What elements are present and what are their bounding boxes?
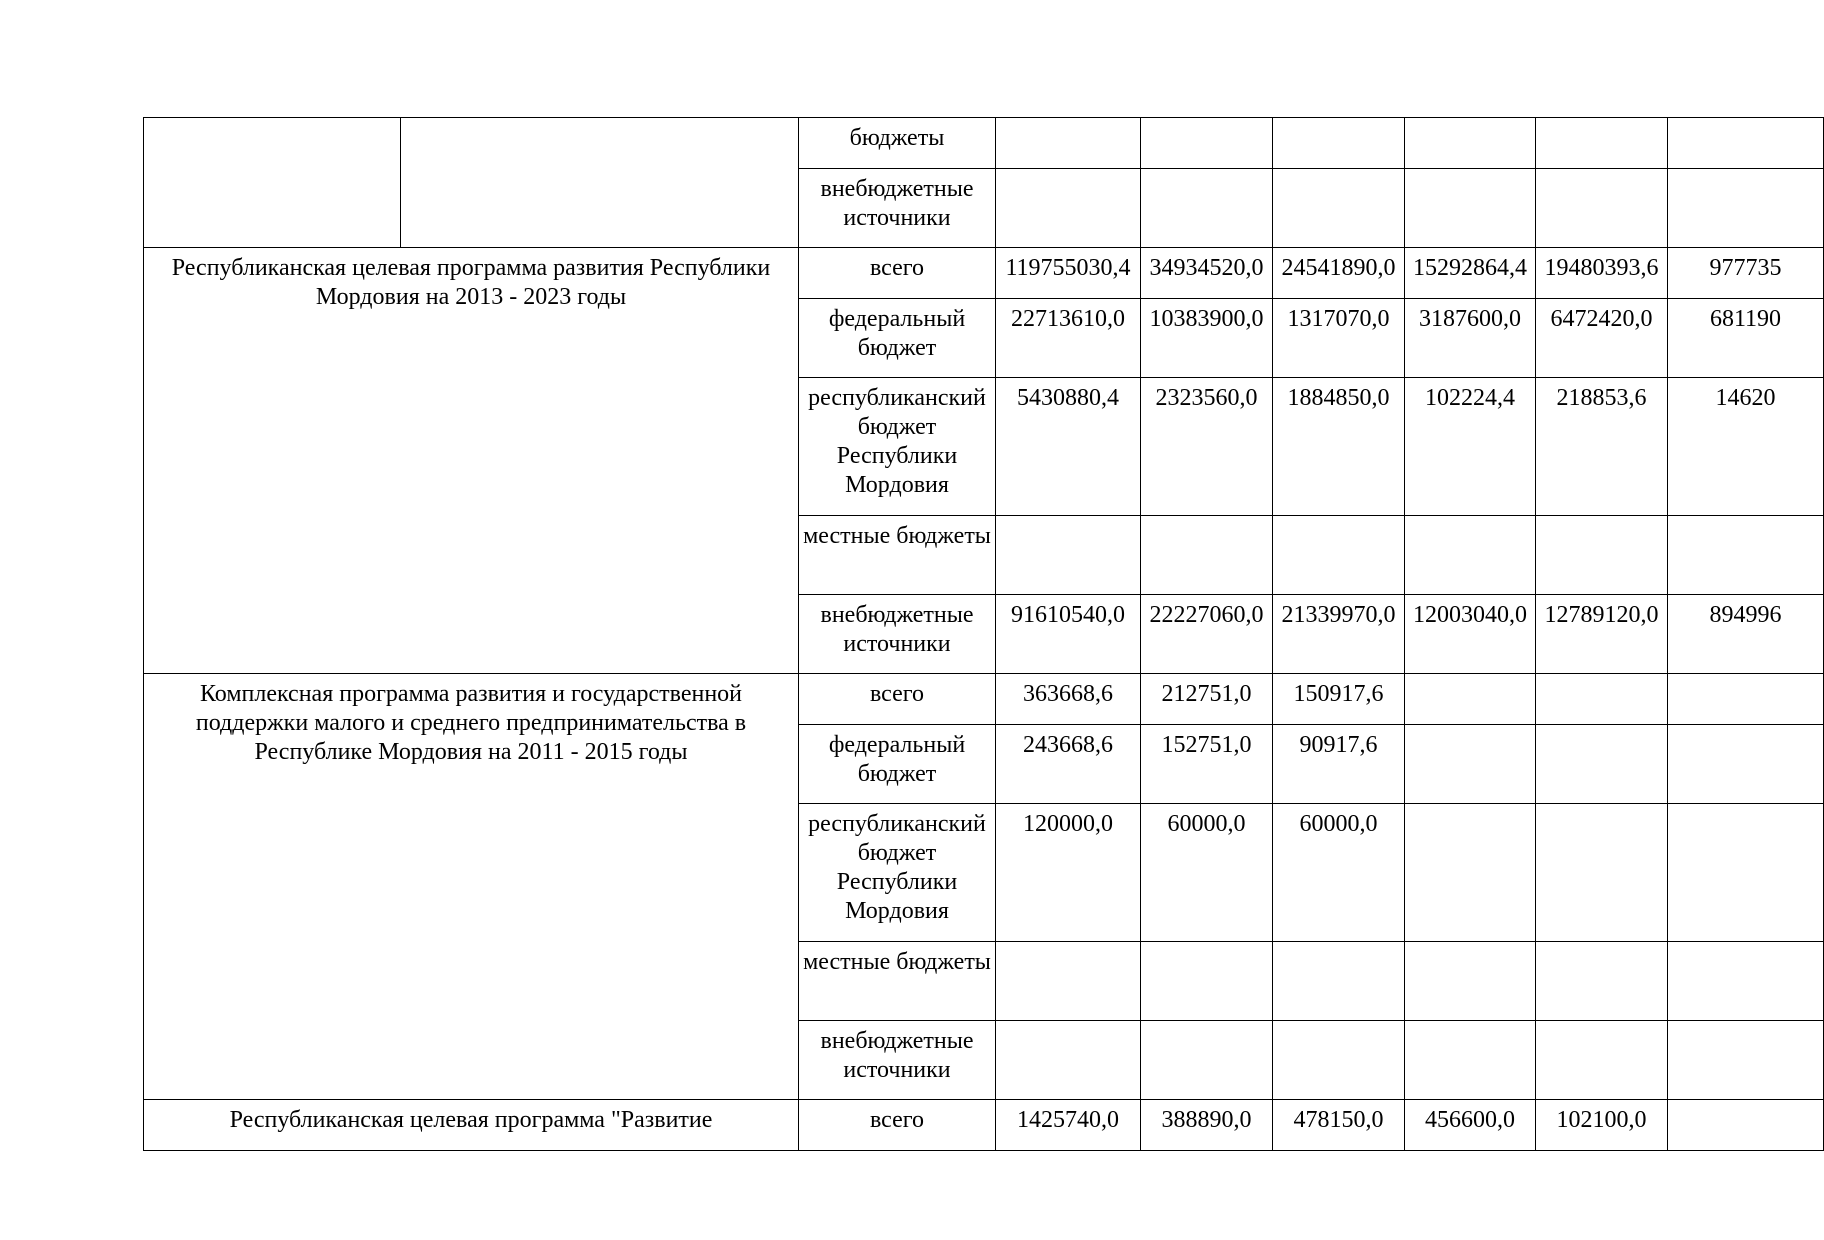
source-cell: всего: [799, 248, 996, 299]
value-cell: [1536, 725, 1668, 804]
value-cell: [1141, 942, 1273, 1021]
value-cell: [1405, 1021, 1536, 1100]
source-cell: внебюджетные источники: [799, 1021, 996, 1100]
value-cell: 22713610,0: [996, 299, 1141, 378]
value-cell: 894996: [1668, 595, 1824, 674]
value-cell: [1273, 1021, 1405, 1100]
value-cell: [1405, 725, 1536, 804]
value-cell: [1536, 804, 1668, 942]
value-cell: [1405, 674, 1536, 725]
program-name-cell: [401, 118, 799, 248]
value-cell: [1668, 674, 1824, 725]
value-cell: [996, 118, 1141, 169]
value-cell: 24541890,0: [1273, 248, 1405, 299]
source-cell: всего: [799, 1100, 996, 1151]
value-cell: 12789120,0: [1536, 595, 1668, 674]
value-cell: [1668, 942, 1824, 1021]
value-cell: [1536, 516, 1668, 595]
value-cell: 478150,0: [1273, 1100, 1405, 1151]
program-title-cell: Республиканская целевая программа развития Республики Мордовия на 2013 - 2023 годы: [144, 248, 799, 674]
value-cell: 120000,0: [996, 804, 1141, 942]
value-cell: 1884850,0: [1273, 378, 1405, 516]
value-cell: [1141, 516, 1273, 595]
value-cell: 388890,0: [1141, 1100, 1273, 1151]
value-cell: [1405, 942, 1536, 1021]
value-cell: 10383900,0: [1141, 299, 1273, 378]
value-cell: [1273, 516, 1405, 595]
value-cell: [1668, 169, 1824, 248]
value-cell: [1273, 942, 1405, 1021]
value-cell: 90917,6: [1273, 725, 1405, 804]
value-cell: [1141, 118, 1273, 169]
source-cell: всего: [799, 674, 996, 725]
value-cell: [1405, 804, 1536, 942]
value-cell: 6472420,0: [1536, 299, 1668, 378]
value-cell: [1668, 1100, 1824, 1151]
value-cell: 102100,0: [1536, 1100, 1668, 1151]
value-cell: [1141, 169, 1273, 248]
value-cell: 12003040,0: [1405, 595, 1536, 674]
source-cell: бюджеты: [799, 118, 996, 169]
value-cell: 21339970,0: [1273, 595, 1405, 674]
value-cell: [1668, 725, 1824, 804]
value-cell: 152751,0: [1141, 725, 1273, 804]
table-row: [144, 118, 1824, 169]
source-cell: внебюджетные источники: [799, 169, 996, 248]
value-cell: [996, 516, 1141, 595]
value-cell: [1536, 169, 1668, 248]
value-cell: 91610540,0: [996, 595, 1141, 674]
value-cell: 119755030,4: [996, 248, 1141, 299]
value-cell: 34934520,0: [1141, 248, 1273, 299]
table-row: [144, 674, 1824, 725]
program-title-cell: Комплексная программа развития и государственной поддержки малого и среднего предпринимательства в Республике Мордовия на 2011 - 2015 годы: [144, 674, 799, 1100]
source-cell: федеральный бюджет: [799, 725, 996, 804]
value-cell: 60000,0: [1273, 804, 1405, 942]
source-cell: республиканский бюджет Республики Мордовия: [799, 378, 996, 516]
value-cell: 102224,4: [1405, 378, 1536, 516]
value-cell: [1668, 804, 1824, 942]
value-cell: [1668, 516, 1824, 595]
value-cell: 22227060,0: [1141, 595, 1273, 674]
value-cell: 60000,0: [1141, 804, 1273, 942]
value-cell: [1141, 1021, 1273, 1100]
value-cell: [996, 942, 1141, 1021]
value-cell: 977735: [1668, 248, 1824, 299]
value-cell: 212751,0: [1141, 674, 1273, 725]
value-cell: [1273, 118, 1405, 169]
value-cell: 2323560,0: [1141, 378, 1273, 516]
value-cell: [1536, 674, 1668, 725]
value-cell: 363668,6: [996, 674, 1141, 725]
value-cell: 15292864,4: [1405, 248, 1536, 299]
value-cell: [1405, 516, 1536, 595]
budget-table: [143, 117, 1824, 1151]
value-cell: [996, 1021, 1141, 1100]
value-cell: [1405, 169, 1536, 248]
value-cell: [1405, 118, 1536, 169]
value-cell: 19480393,6: [1536, 248, 1668, 299]
source-cell: местные бюджеты: [799, 942, 996, 1021]
value-cell: 150917,6: [1273, 674, 1405, 725]
value-cell: [1536, 1021, 1668, 1100]
value-cell: [1536, 118, 1668, 169]
value-cell: 1317070,0: [1273, 299, 1405, 378]
table-row: [144, 1100, 1824, 1151]
value-cell: 243668,6: [996, 725, 1141, 804]
value-cell: 5430880,4: [996, 378, 1141, 516]
source-cell: внебюджетные источники: [799, 595, 996, 674]
value-cell: [1668, 118, 1824, 169]
value-cell: 681190: [1668, 299, 1824, 378]
source-cell: федеральный бюджет: [799, 299, 996, 378]
source-cell: местные бюджеты: [799, 516, 996, 595]
table-row: [144, 248, 1824, 299]
value-cell: [1273, 169, 1405, 248]
value-cell: 218853,6: [1536, 378, 1668, 516]
value-cell: [1668, 1021, 1824, 1100]
program-title-cell: Республиканская целевая программа "Развитие: [144, 1100, 799, 1151]
value-cell: 14620: [1668, 378, 1824, 516]
program-number-cell: [144, 118, 401, 248]
source-cell: республиканский бюджет Республики Мордовия: [799, 804, 996, 942]
value-cell: 3187600,0: [1405, 299, 1536, 378]
value-cell: [996, 169, 1141, 248]
value-cell: 1425740,0: [996, 1100, 1141, 1151]
value-cell: [1536, 942, 1668, 1021]
value-cell: 456600,0: [1405, 1100, 1536, 1151]
